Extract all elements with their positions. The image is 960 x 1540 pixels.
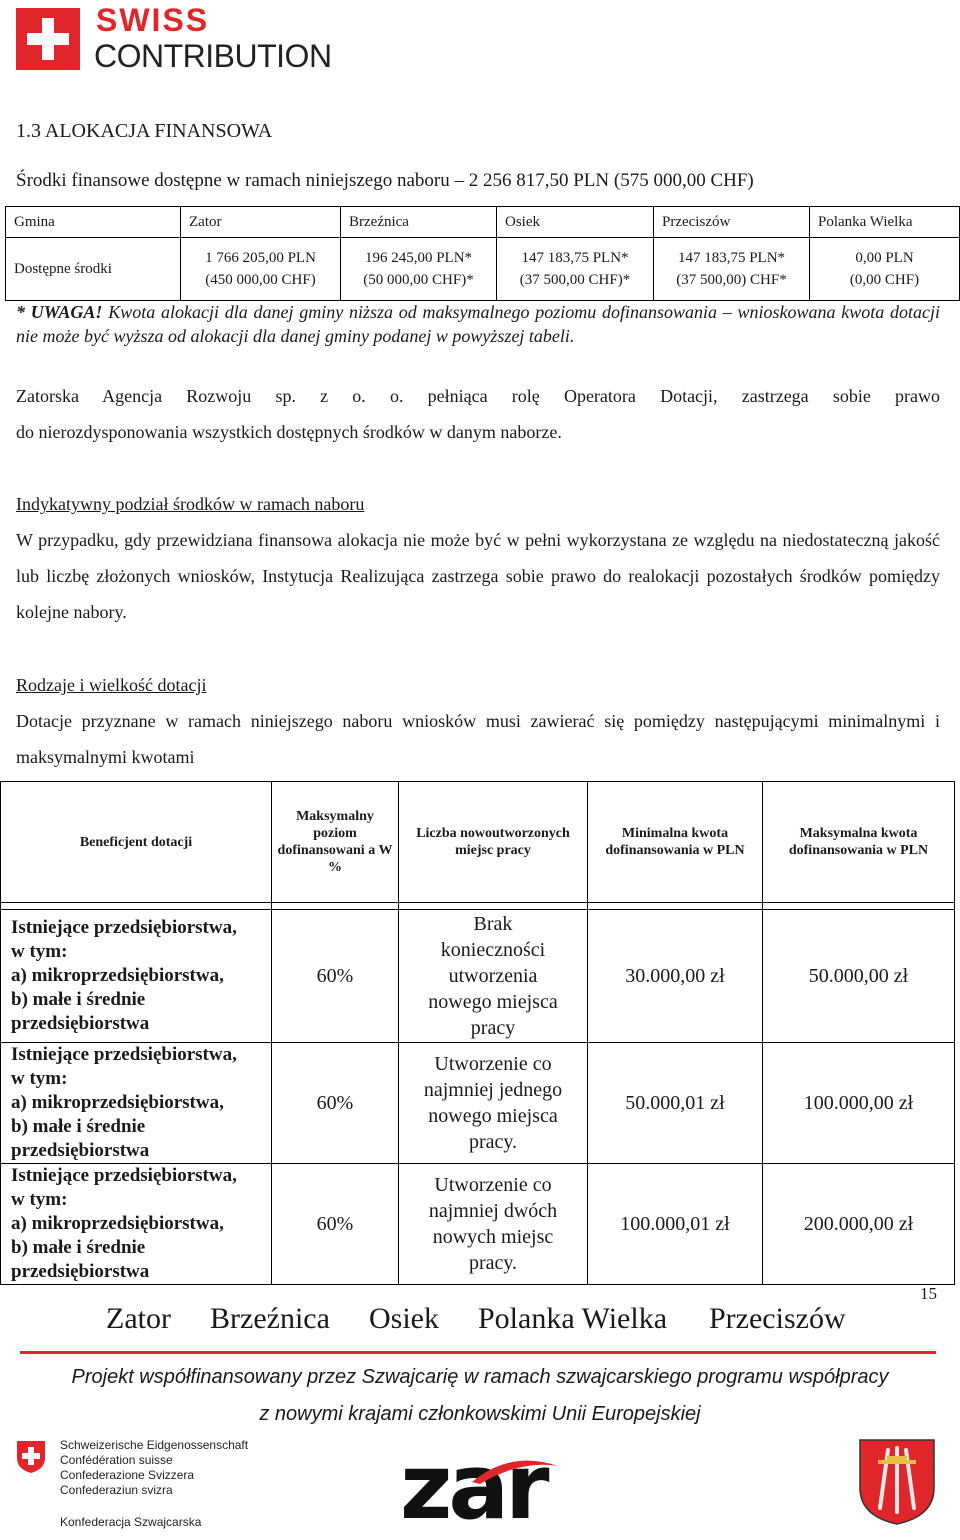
allocation-header-cell: Polanka Wielka	[810, 207, 960, 238]
allocation-row-label: Dostępne środki	[6, 238, 181, 301]
swiss-cross-logo-icon	[16, 8, 80, 70]
confederation-fr: Confédération suisse	[60, 1453, 173, 1467]
available-funds-line	[16, 170, 754, 192]
warning-text: Kwota alokacji dla danej gminy niższa od maksymalnego poziomu dofinansowania – wnioskowana kwota dotacji nie może być wyższa od alokacji dla danej gminy podanej w powyższej tabeli.	[16, 302, 941, 346]
swiss-shield-icon	[16, 1440, 46, 1474]
subsidy-header-beneficiary: Beneficjent dotacji	[1, 782, 272, 903]
subsidy-beneficiary: Istniejące przedsiębiorstwa, w tym: a) mikroprzedsiębiorstwa, b) małe i średnie przedsiębiorstwa	[1, 1043, 272, 1164]
subsidy-min: 100.000,01 zł	[588, 1164, 763, 1285]
warning-label: * UWAGA!	[16, 302, 103, 322]
footer-town: Przeciszów	[709, 1302, 846, 1335]
subsidy-min: 30.000,00 zł	[588, 910, 763, 1043]
table-row	[1, 1164, 955, 1285]
footer-town: Osiek	[369, 1302, 439, 1335]
allocation-cell: 1 766 205,00 PLN (450 000,00 CHF)	[181, 238, 341, 301]
footer-town: Brzeźnica	[210, 1302, 330, 1335]
available-funds-value: 2 256 817,50 PLN (575 000,00 CHF)	[468, 170, 754, 191]
confederation-it: Confederazione Svizzera	[60, 1468, 195, 1482]
subsidy-pct: 60%	[272, 1043, 399, 1164]
table-gap	[1, 903, 955, 910]
page-number: 15	[920, 1284, 937, 1303]
available-funds-label: Środki finansowe dostępne w ramach niniejszego naboru	[16, 170, 450, 191]
confederation-de: Schweizerische Eidgenossenschaft	[60, 1438, 249, 1452]
table-row	[1, 910, 955, 1043]
operator-paragraph-line1: Zatorska Agencja Rozwoju sp. z o. o. pełniąca rolę Operatora Dotacji, zastrzega sobie prawo	[16, 386, 940, 406]
allocation-cell: 196 245,00 PLN* (50 000,00 CHF)*	[341, 238, 497, 301]
footer-cofinancing-line1: Projekt współfinansowany przez Szwajcarię w ramach szwajcarskiego programu współpracy	[71, 1366, 889, 1388]
subsidy-jobs: Utworzenie co najmniej jednego nowego miejsca pracy.	[399, 1043, 588, 1164]
allocation-table	[5, 206, 960, 301]
indicative-text: W przypadku, gdy przewidziana finansowa alokacja nie może być w pełni wykorzystana ze względu na niedostateczną jakość lub liczbę złożonych wniosków, Instytucja Realizująca zastrzega sobie prawo do realokacji pozostałych środków pomiędzy kolejne nabory.	[16, 530, 940, 622]
allocation-header-cell: Osiek	[497, 207, 654, 238]
footer-town: Zator	[106, 1302, 171, 1335]
subsidy-table	[0, 781, 955, 1285]
allocation-header-cell: Zator	[181, 207, 341, 238]
subsidy-pct: 60%	[272, 910, 399, 1043]
footer-divider	[20, 1351, 936, 1354]
confederation-pl: Konfederacja Szwajcarska	[60, 1515, 202, 1529]
footer-town: Polanka Wielka	[478, 1302, 668, 1335]
subsidy-beneficiary: Istniejące przedsiębiorstwa, w tym: a) mikroprzedsiębiorstwa, b) małe i średnie przedsiębiorstwa	[1, 910, 272, 1043]
subsidy-header-jobs: Liczba nowoutworzonych miejsc pracy	[399, 782, 588, 903]
allocation-header-cell: Gmina	[6, 207, 181, 238]
allocation-header-cell: Przeciszów	[654, 207, 810, 238]
allocation-header-cell: Brzeźnica	[341, 207, 497, 238]
subsidy-header-min-amount: Minimalna kwota dofinansowania w PLN	[588, 782, 763, 903]
confederation-rm: Confederaziun svizra	[60, 1483, 173, 1497]
footer-cofinancing-line2: z nowymi krajami członkowskimi Unii Europejskiej	[259, 1403, 701, 1425]
zar-logo: zar	[400, 1435, 546, 1540]
section-title: 1.3 ALOKACJA FINANSOWA	[16, 120, 273, 142]
table-row	[1, 1043, 955, 1164]
warning-note	[16, 300, 940, 348]
subsidy-max: 50.000,00 zł	[763, 910, 955, 1043]
logo-line-contribution: CONTRIBUTION	[94, 38, 332, 74]
allocation-header-row	[6, 207, 960, 238]
subsidy-min: 50.000,01 zł	[588, 1043, 763, 1164]
subsidy-jobs: Utworzenie co najmniej dwóch nowych miejsc pracy.	[399, 1164, 588, 1285]
subsidy-max: 200.000,00 zł	[763, 1164, 955, 1285]
zar-swoosh-icon	[470, 1456, 560, 1486]
operator-paragraph-line2: do nierozdysponowania wszystkich dostępnych środków w danym naborze.	[16, 422, 562, 442]
types-heading: Rodzaje i wielkość dotacji	[16, 675, 207, 695]
available-funds-dash: –	[454, 170, 469, 191]
types-text: Dotacje przyznane w ramach niniejszego naboru wniosków musi zawierać się pomiędzy następującymi minimalnymi i maksymalnymi kwotami	[16, 711, 940, 767]
allocation-values-row	[6, 238, 960, 301]
subsidy-header-row	[1, 782, 955, 903]
allocation-cell: 147 183,75 PLN* (37 500,00) CHF*	[654, 238, 810, 301]
town-crest-icon	[858, 1438, 936, 1526]
allocation-cell: 147 183,75 PLN* (37 500,00 CHF)*	[497, 238, 654, 301]
confederation-names	[60, 1438, 248, 1498]
subsidy-jobs: Brak konieczności utworzenia nowego miejsca pracy	[399, 910, 588, 1043]
subsidy-beneficiary: Istniejące przedsiębiorstwa, w tym: a) mikroprzedsiębiorstwa, b) małe i średnie przedsiębiorstwa	[1, 1164, 272, 1285]
subsidy-max: 100.000,00 zł	[763, 1043, 955, 1164]
allocation-cell: 0,00 PLN (0,00 CHF)	[810, 238, 960, 301]
subsidy-header-max-amount: Maksymalna kwota dofinansowania w PLN	[763, 782, 955, 903]
indicative-heading: Indykatywny podział środków w ramach naboru	[16, 494, 365, 514]
subsidy-pct: 60%	[272, 1164, 399, 1285]
subsidy-header-max-level: Maksymalny poziom dofinansowani a W %	[272, 782, 399, 903]
logo-line-swiss: SWISS	[96, 2, 210, 38]
